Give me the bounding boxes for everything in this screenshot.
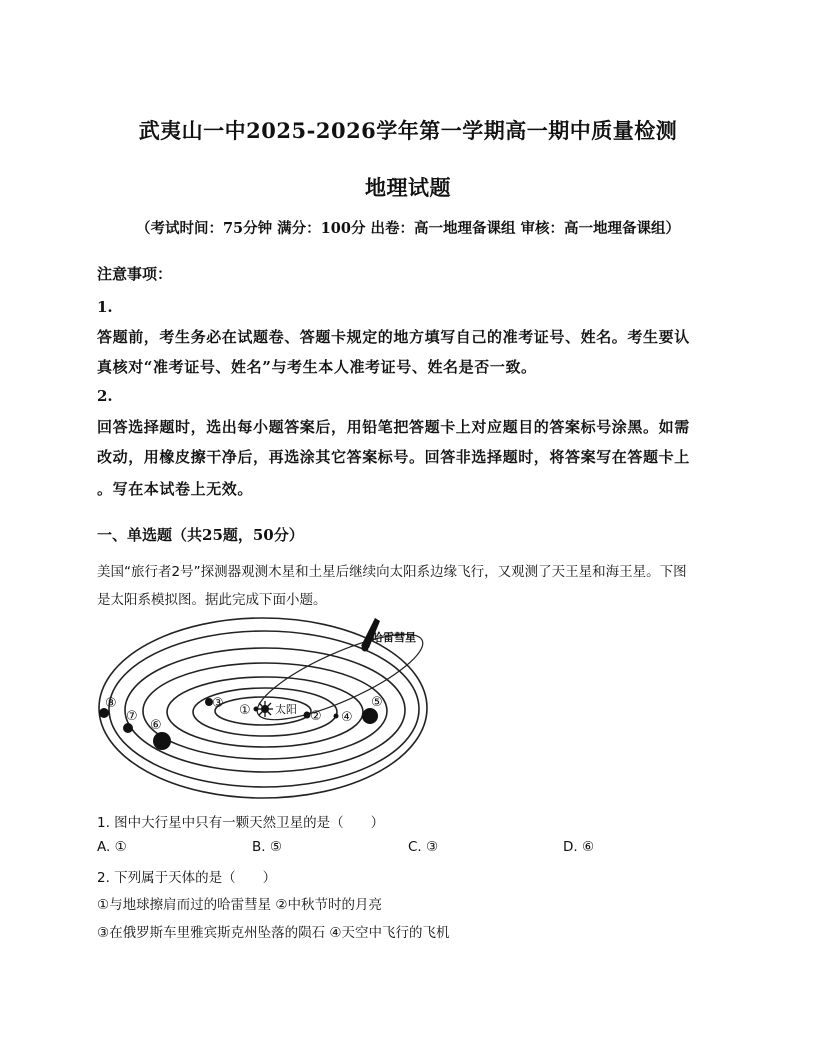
note-2-line-2: 改动，用橡皮擦干净后，再选涂其它答案标号。回答非选择题时，将答案写在答题卡上 <box>97 448 690 466</box>
sun-icon <box>257 701 273 717</box>
planet-8-label: ⑧ <box>105 696 117 711</box>
planet-2-label: ② <box>310 709 322 724</box>
section-heading: 一、单选题（共25题，50分） <box>97 526 304 544</box>
notes-heading: 注意事项： <box>97 265 173 283</box>
q1-option-c[interactable]: C. ③ <box>408 839 439 855</box>
question-stem-line-1: 美国“旅行者2号”探测器观测木星和土星后继续向太阳系边缘飞行，又观测了天王星和海王星。下图 <box>97 564 687 580</box>
note-2-line-1: 回答选择题时，选出每小题答案后，用铅笔把答题卡上对应题目的答案标号涂黑。如需 <box>97 418 690 436</box>
sun-label: 太阳 <box>275 703 297 716</box>
planet-4-label: ④ <box>341 710 353 725</box>
subject-title: 地理试题 <box>365 175 451 200</box>
planet-1-label: ① <box>239 703 251 718</box>
q1-option-a[interactable]: A. ① <box>97 839 127 855</box>
q2-stem: 2. 下列属于天体的是（ ） <box>97 870 277 886</box>
note-1-line-1: 答题前，考生务必在试题卷、答题卡规定的地方填写自己的准考证号、姓名。考生要认 <box>97 328 690 346</box>
planet-6-icon <box>153 732 171 750</box>
q2-line-2: ③在俄罗斯车里雅宾斯克州坠落的陨石 ④天空中飞行的飞机 <box>97 925 450 941</box>
note-1-number: 1. <box>97 298 113 316</box>
planet-7-icon <box>123 723 133 733</box>
q1-option-d[interactable]: D. ⑥ <box>563 839 595 855</box>
comet-label: 哈雷彗星 <box>372 631 416 644</box>
planet-3-label: ③ <box>212 696 224 711</box>
planet-7-label: ⑦ <box>126 709 138 724</box>
planet-5-icon <box>362 708 378 724</box>
exam-title: 武夷山一中2025-2026学年第一学期高一期中质量检测 <box>138 118 678 143</box>
q1-stem: 1. 图中大行星中只有一颗天然卫星的是（ ） <box>97 815 385 831</box>
note-1-line-2: 真核对“准考证号、姓名”与考生本人准考证号、姓名是否一致。 <box>97 358 537 376</box>
q1-option-b[interactable]: B. ⑤ <box>252 839 282 855</box>
planet-6-label: ⑥ <box>150 718 162 733</box>
exam-info: （考试时间：75分钟 满分：100分 出卷：高一地理备课组 审核：高一地理备课组） <box>135 220 681 237</box>
halley-comet-icon <box>362 645 369 652</box>
planet-4-icon <box>334 714 339 719</box>
planet-1-icon <box>254 707 259 712</box>
q2-line-1: ①与地球擦肩而过的哈雷彗星 ②中秋节时的月亮 <box>97 897 382 913</box>
note-2-line-3: 。写在本试卷上无效。 <box>97 480 254 498</box>
question-stem-line-2: 是太阳系模拟图。据此完成下面小题。 <box>97 592 327 608</box>
note-2-number: 2. <box>97 387 113 405</box>
solar-system-diagram <box>95 612 435 807</box>
planet-5-label: ⑤ <box>371 695 383 710</box>
